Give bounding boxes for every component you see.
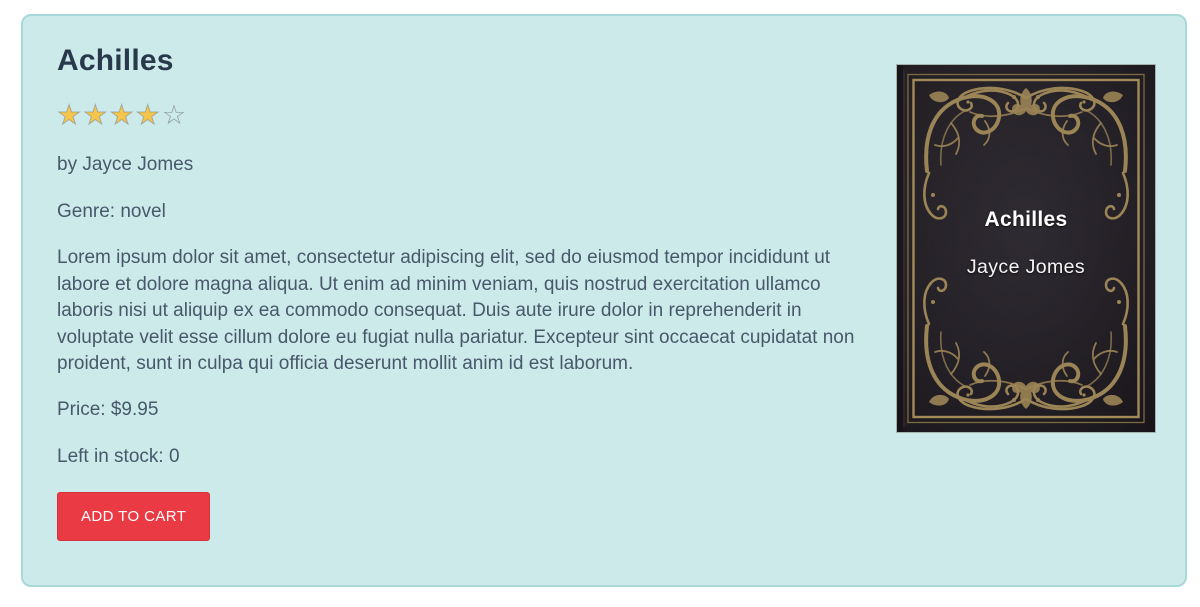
product-card xyxy=(21,14,1187,587)
add-to-cart-button[interactable]: ADD TO CART xyxy=(57,492,210,541)
star-icon: ★ xyxy=(83,100,110,130)
star-icon: ★ xyxy=(109,100,136,130)
product-description: Lorem ipsum dolor sit amet, consectetur adipiscing elit, sed do eiusmod tempor incididunt ut labore et dolore magna aliqua. Ut enim ad minim veniam, quis nostrud exercitation ullamco laboris nisi ut aliquip ex ea commodo consequat. Duis aute irure dolor in reprehenderit in voluptate velit esse cillum dolore eu fugiat nulla pariatur. Excepteur sint occaecat cupidatat non proident, sunt in culpa qui officia deserunt mollit anim id est laborum. xyxy=(57,247,855,374)
gold-filigree-ornament xyxy=(897,65,1155,432)
author-line: by Jayce Jomes xyxy=(57,154,194,175)
product-details xyxy=(57,16,863,541)
star-icon: ★ xyxy=(57,100,84,130)
book-cover-image xyxy=(897,65,1155,432)
genre-line: Genre: novel xyxy=(57,201,166,222)
book-cover-author: Jayce Jomes xyxy=(966,256,1086,278)
star-icon: ★ xyxy=(135,100,162,130)
price-line: Price: $9.95 xyxy=(57,398,159,420)
book-cover-title: Achilles xyxy=(984,208,1068,231)
star-empty-icon: ☆ xyxy=(161,100,189,130)
product-title: Achilles xyxy=(57,44,174,77)
stock-line: Left in stock: 0 xyxy=(57,445,180,467)
star-rating xyxy=(57,102,863,129)
